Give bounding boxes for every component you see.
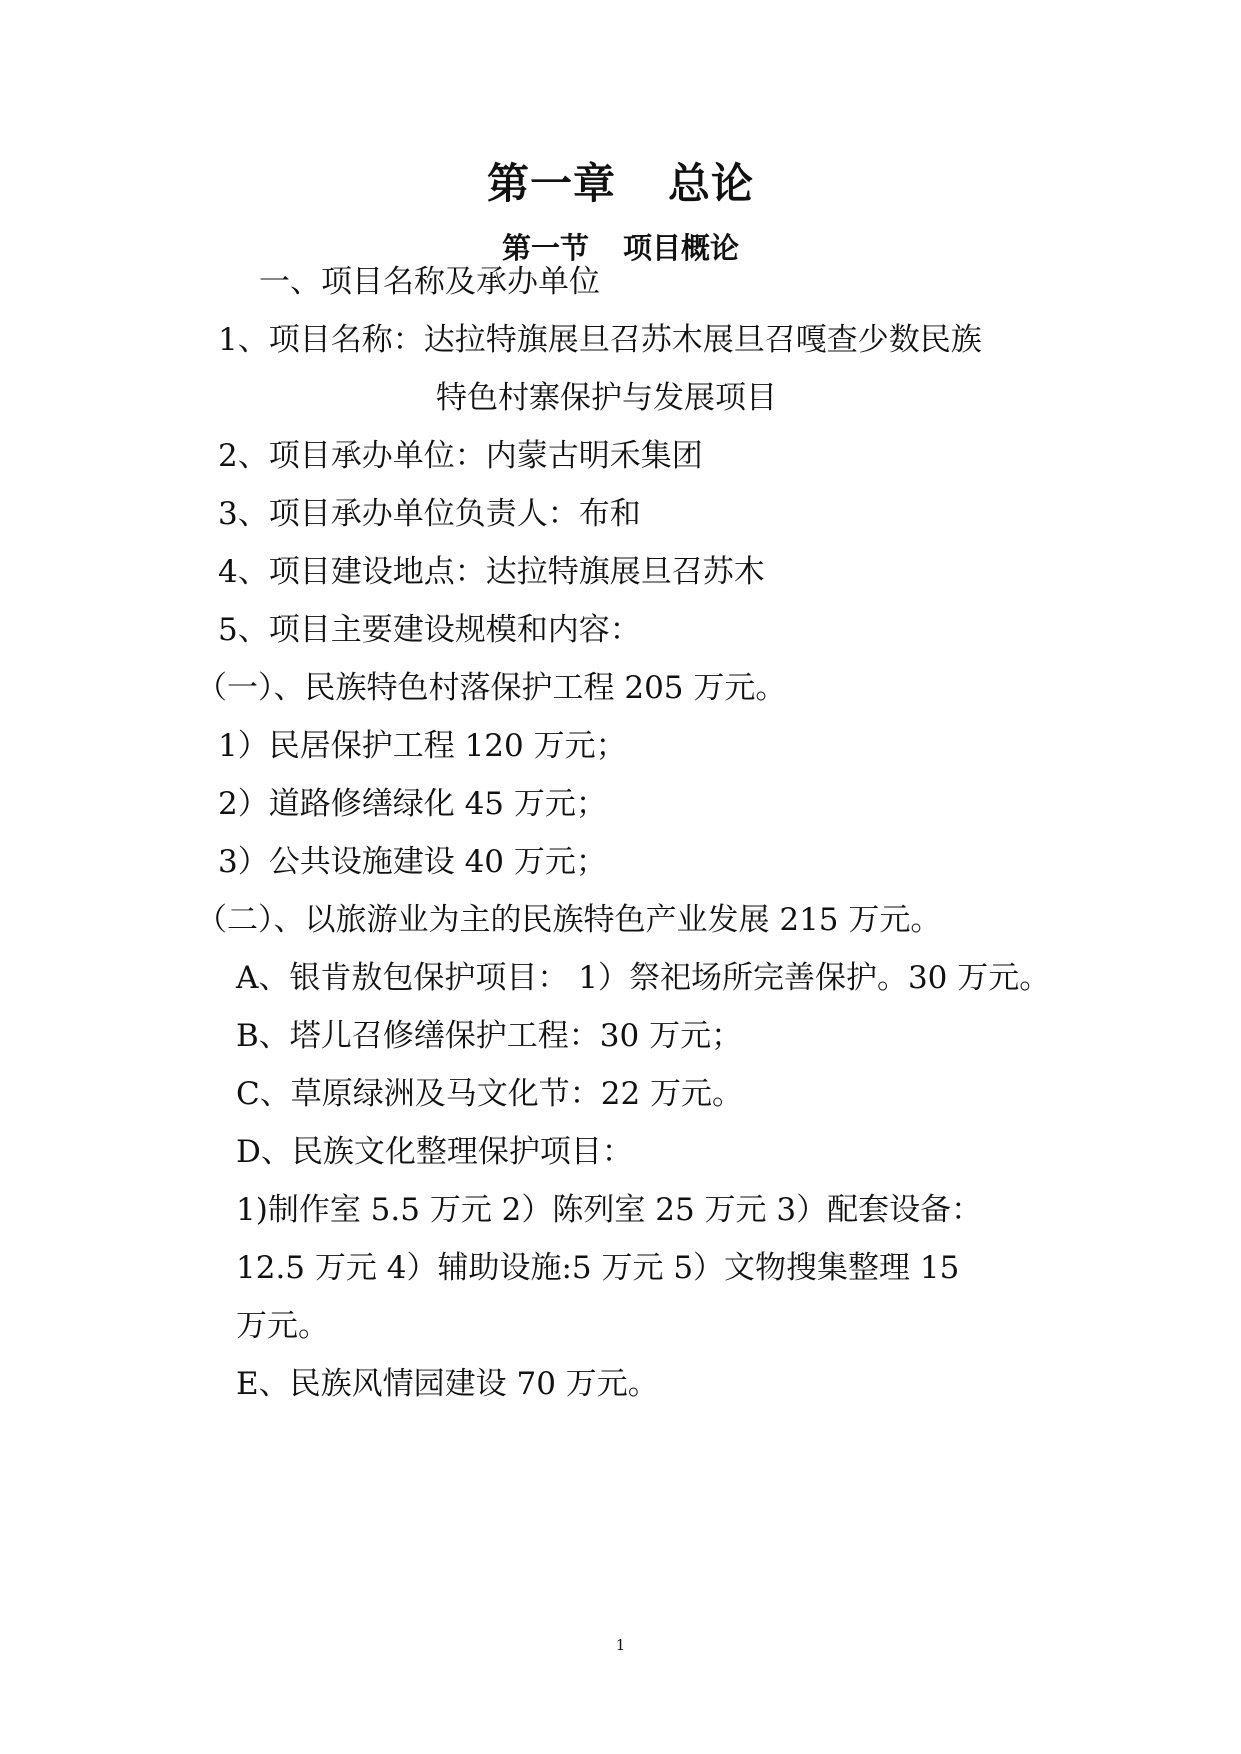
item-public-facilities: 3）公共设施建设 40 万元；	[218, 844, 607, 880]
heading-project-name-and-organizer: 一、项目名称及承办单位	[259, 264, 600, 300]
item-organizer-leader: 3、项目承办单位负责人：布和	[218, 496, 641, 532]
section-number: 第一节	[501, 231, 589, 265]
item-project-location: 4、项目建设地点：达拉特旗展旦召苏木	[218, 554, 765, 590]
item-a-yinken-obo: A、银肯敖包保护项目： 1）祭祀场所完善保护。30 万元。	[236, 960, 1051, 996]
item-c-grassland-horse-festival: C、草原绿洲及马文化节：22 万元。	[236, 1076, 744, 1112]
item-e-ethnic-park: E、民族风情园建设 70 万元。	[236, 1366, 659, 1402]
item-project-scale-and-content: 5、项目主要建设规模和内容：	[218, 612, 641, 648]
page-number: 1	[615, 1636, 626, 1654]
chapter-name: 总论	[668, 159, 755, 208]
section-title	[0, 224, 1241, 272]
item-project-name: 1、项目名称：达拉特旗展旦召苏木展旦召嘎查少数民族	[218, 322, 982, 358]
chapter-title	[0, 152, 1241, 216]
chapter-number: 第一章	[486, 159, 616, 208]
item-b-taer-temple: B、塔儿召修缮保护工程：30 万元；	[236, 1018, 743, 1054]
item-d-ethnic-culture: D、民族文化整理保护项目：	[236, 1134, 633, 1170]
subheading-tourism-industry: （二）、以旅游业为主的民族特色产业发展 215 万元。	[196, 902, 942, 938]
item-residence-protection: 1）民居保护工程 120 万元；	[218, 728, 627, 764]
item-d-detail-line-3: 万元。	[236, 1308, 329, 1344]
item-project-organizer: 2、项目承办单位：内蒙古明禾集团	[218, 438, 703, 474]
item-d-detail-line-2: 12.5 万元 4）辅助设施:5 万元 5）文物搜集整理 15	[236, 1250, 960, 1286]
section-name: 项目概论	[623, 231, 740, 265]
subheading-village-protection: （一）、民族特色村落保护工程 205 万元。	[196, 670, 787, 706]
item-project-name-continued: 特色村寨保护与发展项目	[436, 380, 777, 416]
item-road-greening: 2）道路修缮绿化 45 万元；	[218, 786, 607, 822]
item-d-detail-line-1: 1)制作室 5.5 万元 2）陈列室 25 万元 3）配套设备：	[236, 1192, 983, 1228]
